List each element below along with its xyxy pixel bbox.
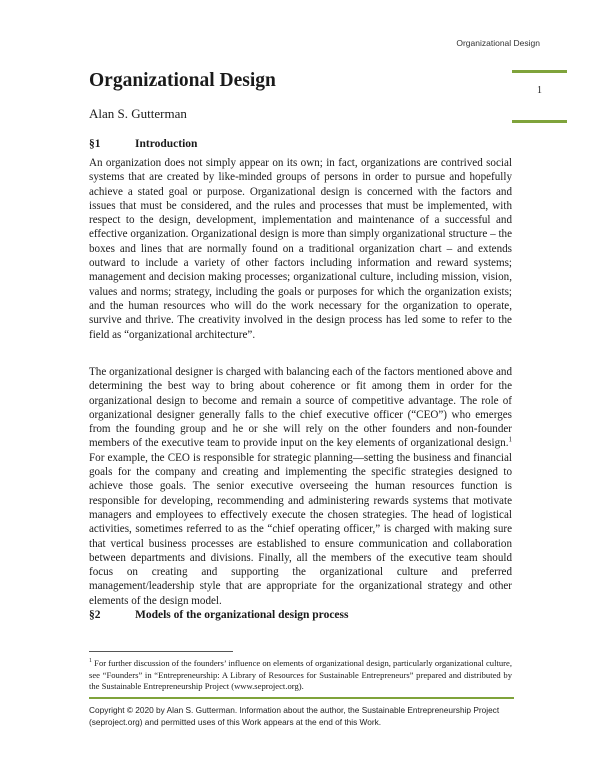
section-heading-models (89, 609, 349, 621)
author-name: Alan S. Gutterman (89, 106, 187, 121)
footnote-reference[interactable]: 1 (508, 435, 512, 444)
page-number-bottom-rule (512, 120, 567, 123)
footnote-text: For further discussion of the founders’ influence on elements of organizational design, particularly organizational culture, see “Founders” in “Entrepreneurship: A Library of Resources for Sustainable Entrepreneurs” prepared and distributed by the Sustainable Entrepreneurship Project (www.seproject.org). (89, 658, 512, 691)
paragraph-1: An organization does not simply appear on its own; in fact, organizations are contrived social systems that are created by like-minded groups of persons in order to pursue and hopefully achieve a stated goal or purpose. Organizational design is concerned with the factors and issues that must be considered, and the rules and processes that must be implemented, with respect to the design, development, implementation and maintenance of a successful and effective organization. Organizational design is more than simply organizational structure – the boxes and lines that are normally found on a traditional organization chart – and extends outward to include a variety of other factors including information and reward systems; management and decision making processes; organizational culture, including mission, vision, values and norms; strategy, including the goals or purposes for which the organization exists; and the human resources who will do the work necessary for the organization to operate, survive and thrive. The creativity involved in the design process has led some to refer to the field as “organizational architecture”. (89, 157, 512, 341)
footer-divider (89, 697, 514, 699)
paragraph-2 (89, 365, 512, 608)
section-title: Introduction (135, 138, 198, 150)
section-title: Models of the organizational design process (135, 609, 349, 621)
section-heading-introduction (89, 138, 197, 150)
page-number: 1 (537, 85, 542, 96)
page-number-box (512, 70, 567, 123)
footnote (89, 658, 512, 693)
paragraph-2-text-a: The organizational designer is charged with balancing each of the factors mentioned above and determining the best way to bring about coherence or fit among them in order for the organizational design to become and remain a source of competitive advantage. The role of organizational designer generally falls to the chief executive officer (“CEO”) who emerges from the founding group and he or she will rely on the other founders and non-founder members of the executive team to provide input on the key elements of organizational design. (89, 366, 512, 450)
page-number-top-rule (512, 70, 567, 73)
section-number: §2 (89, 609, 101, 621)
copyright-notice: Copyright © 2020 by Alan S. Gutterman. Information about the author, the Sustainable Entrepreneurship Project (seproject.org) and permitted uses of this Work appears at the end of this Work. (89, 705, 500, 727)
footnote-divider (89, 651, 233, 652)
section-number: §1 (89, 138, 101, 150)
running-header: Organizational Design (456, 38, 540, 48)
footnote-marker: 1 (89, 658, 92, 665)
document-title: Organizational Design (89, 70, 276, 91)
paragraph-2-text-b: For example, the CEO is responsible for strategic planning—setting the business and financial goals for the company and creating and implementing the specific strategies designed to achieve those goals. The senior executive overseeing the human resources function is responsible for developing, recommending and administering rewards systems that motivate managers and employees to effectively execute the chosen strategies. The head of logistical activities, sometimes referred to as the “chief operating officer,” is charged with making sure that vertical business processes are established to ensure communication and collaboration between departments and divisions. Finally, all the members of the executive team should focus on creating and supporting the organizational culture and preferred management/leadership style that are appropriate for the organizational strategy and other elements of the design model. (89, 451, 512, 607)
